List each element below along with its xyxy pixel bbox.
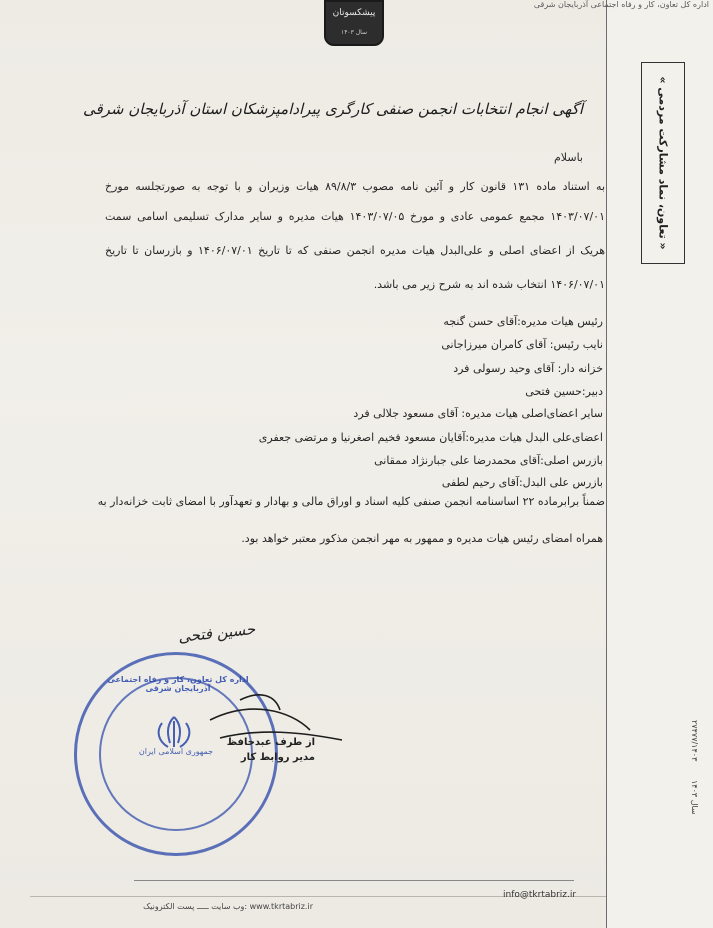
slogan-box — [641, 62, 685, 264]
member-line: خزانه دار: آقای وحید رسولی فرد — [453, 362, 603, 375]
stamp-line: مدیر روابط کار — [240, 752, 315, 763]
closing-line: همراه امضای رئیس هیات مدیره و ممهور به مهر انجمن مذکور معتبر خواهد بود. — [241, 532, 603, 545]
footer-website: www.tkrtabriz.ir :وب سایت ـــــ پست الکترونیک — [143, 902, 313, 911]
association-logo — [324, 0, 384, 46]
logo-line: پیشکسوتان — [332, 8, 376, 18]
seal-outer-text: اداره کل تعاون، کار و رفاه اجتماعی آذربایجان شرقی — [107, 675, 249, 693]
member-line: سایر اعضای‌اصلی هیات مدیره: آقای مسعود جلالی فرد — [353, 407, 603, 420]
paragraph-line: ۱۴۰۳/۰۷/۰۱ مجمع عمومی عادی و مورخ ۱۴۰۳/۰۷/۰۵ هیات مدیره و سایر مدارک تسلیمی اسامی سمت — [105, 210, 605, 223]
member-line: رئیس هیات مدیره:آقای حسن گنجه — [443, 315, 603, 328]
closing-line: ضمناً برابرماده ۲۲ اساسنامه انجمن صنفی کلیه اسناد و اوراق مالی و بهادار و تعهدآور با امضای ثابت خزانه‌دار به — [97, 495, 605, 508]
greeting: باسلام — [553, 151, 583, 164]
approval-stamp — [227, 735, 315, 765]
margin-strip — [606, 0, 713, 928]
member-line: دبیر:حسین فتحی — [525, 385, 603, 398]
document-year: سال ۱۴۰۳ — [690, 780, 699, 815]
document-number: ۲۷۴۷۷/۱۴۰۳ — [690, 720, 699, 762]
letter-title: آگهی انجام انتخابات انجمن صنفی کارگری پیرادامپزشکان استان آذربایجان شرقی — [82, 100, 583, 118]
paragraph-line: ۱۴۰۶/۰۷/۰۱ انتخاب شده اند به شرح زیر می باشد. — [373, 278, 605, 291]
paragraph-line: به استناد ماده ۱۳۱ قانون کار و آئین نامه مصوب ۸۹/۸/۳ هیات وزیران و با توجه به صورتجلسه مورخ — [105, 180, 605, 193]
logo-year: سال ۱۴۰۳ — [340, 29, 367, 36]
stamp-line: از طرف عبدحافظ — [226, 737, 315, 748]
footer-divider — [134, 880, 574, 881]
member-line: بازرس اصلی:آقای محمدرضا علی جبارنژاد ممقانی — [374, 454, 603, 467]
member-line: اعضای‌علی البدل هیات مدیره:آقایان مسعود فخیم اصغرنیا و مرتضی جعفری — [258, 431, 603, 444]
seal-inner-text: جمهوری اسلامی ایران — [138, 747, 214, 756]
signature-scribble — [60, 660, 370, 780]
paragraph-line: هریک از اعضای اصلی و علی‌البدل هیات مدیره انجمن صنفی که تا تاریخ ۱۴۰۶/۰۷/۰۱ و بازرسان تا تاریخ — [105, 244, 605, 257]
footer-email: info@tkrtabriz.ir — [503, 890, 577, 900]
handwritten-signature: حسین فتحی — [177, 620, 256, 646]
member-line: نایب رئیس: آقای کامران میرزاجانی — [441, 338, 603, 351]
slogan-text: « تعاون، نماد مشارکت مردمی » — [656, 76, 670, 250]
member-line: بازرس علی البدل:آقای رحیم لطفی — [441, 476, 603, 489]
header-fragment: اداره کل تعاون، کار و رفاه اجتماعی آذربایجان شرقی — [533, 0, 709, 9]
